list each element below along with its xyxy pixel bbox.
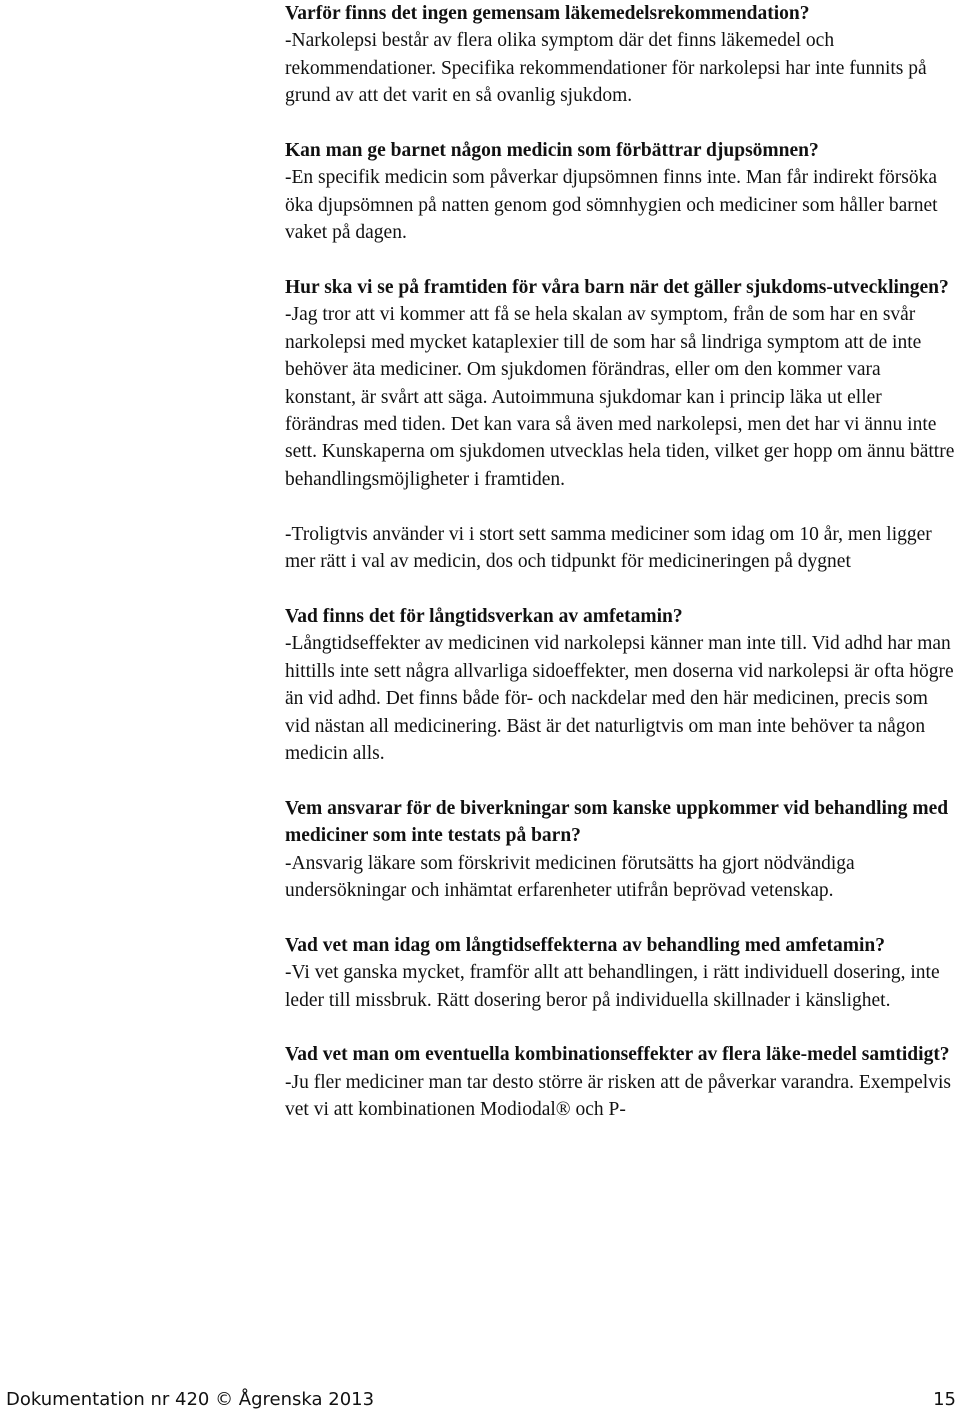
document-page <box>285 0 955 1124</box>
question-heading: Vad vet man om eventuella kombinationseffekter av flera läke-medel samtidigt? <box>285 1044 950 1066</box>
question-heading: Vem ansvarar för de biverkningar som kanske uppkommer vid behandling med mediciner som inte testats på barn? <box>285 797 949 847</box>
question-heading: Kan man ge barnet någon medicin som förbättrar djupsömnen? <box>285 140 819 162</box>
answer-paragraph: -En specifik medicin som påverkar djupsömnen finns inte. Man får indirekt försöka öka djupsömnen på natten genom god sömnhygien och mediciner som håller barnet vaket på dagen. <box>285 167 938 244</box>
qa-section-3 <box>285 274 955 575</box>
answer-paragraph: -Ansvarig läkare som förskrivit medicinen förutsätts ha gjort nödvändiga undersökningar och inhämtat erfarenheter utifrån beprövad vetenskap. <box>285 852 855 901</box>
answer-paragraph: -Vi vet ganska mycket, framför allt att behandlingen, i rätt individuell dosering, inte leder till missbruk. Rätt dosering beror på individuella skillnader i känslighet. <box>285 962 940 1011</box>
answer-paragraph: -Långtidseffekter av medicinen vid narkolepsi känner man inte till. Vid adhd har man hittills inte sett några allvarliga sidoeffekter, men doserna vid narkolepsi är ofta högre än vid adhd. Det finns både för- och nackdelar med den här medicinen, precis som vid nästan all medicinering. Bäst är det naturligtvis om man inte behöver ta någon medicin alls. <box>285 633 954 764</box>
question-heading: Hur ska vi se på framtiden för våra barn när det gäller sjukdoms-utvecklingen? <box>285 277 949 299</box>
qa-section-5 <box>285 795 955 905</box>
question-heading: Vad finns det för långtidsverkan av amfetamin? <box>285 605 683 627</box>
page-footer <box>0 1389 960 1413</box>
page-number: 15 <box>933 1389 956 1410</box>
question-heading: Varför finns det ingen gemensam läkemedelsrekommendation? <box>285 3 810 24</box>
answer-paragraph: -Ju fler mediciner man tar desto större är risken att de påverkar varandra. Exempelvis vet vi att kombinationen Modiodal® och P- <box>285 1071 951 1121</box>
footer-publication: Dokumentation nr 420 © Ågrenska 2013 <box>6 1389 375 1410</box>
answer-paragraph-extra: -Troligtvis använder vi i stort sett samma mediciner som idag om 10 år, men ligger mer rätt i val av medicin, dos och tidpunkt för medicineringen på dygnet <box>285 523 932 573</box>
answer-paragraph: -Jag tror att vi kommer att få se hela skalan av symptom, från de som har en svår narkolepsi med mycket kataplexier till de som har så lindriga symptom att de inte behöver äta mediciner. Om sjukdomen förändras, eller om den kommer vara konstant, är svårt att säga. Autoimmuna sjukdomar kan i princip läka ut eller förändras med tiden. Det kan vara så även med narkolepsi, men det har vi ännu inte sett. Kunskaperna om sjukdomen utvecklas hela tiden, vilket ger hopp om ännu bättre behandlingsmöjligheter i framtiden. <box>285 304 955 490</box>
qa-section-4 <box>285 603 955 767</box>
qa-section-6 <box>285 932 955 1014</box>
answer-paragraph: -Narkolepsi består av flera olika symptom där det finns läkemedel och rekommendationer. Specifika rekommendationer för narkolepsi har inte funnits på grund av att det varit en så ovanlig sjukdom. <box>285 30 927 107</box>
qa-section-7 <box>285 1041 955 1123</box>
question-heading: Vad vet man idag om långtidseffekterna av behandling med amfetamin? <box>285 934 886 956</box>
qa-section-1 <box>285 0 955 110</box>
qa-section-2 <box>285 137 955 247</box>
